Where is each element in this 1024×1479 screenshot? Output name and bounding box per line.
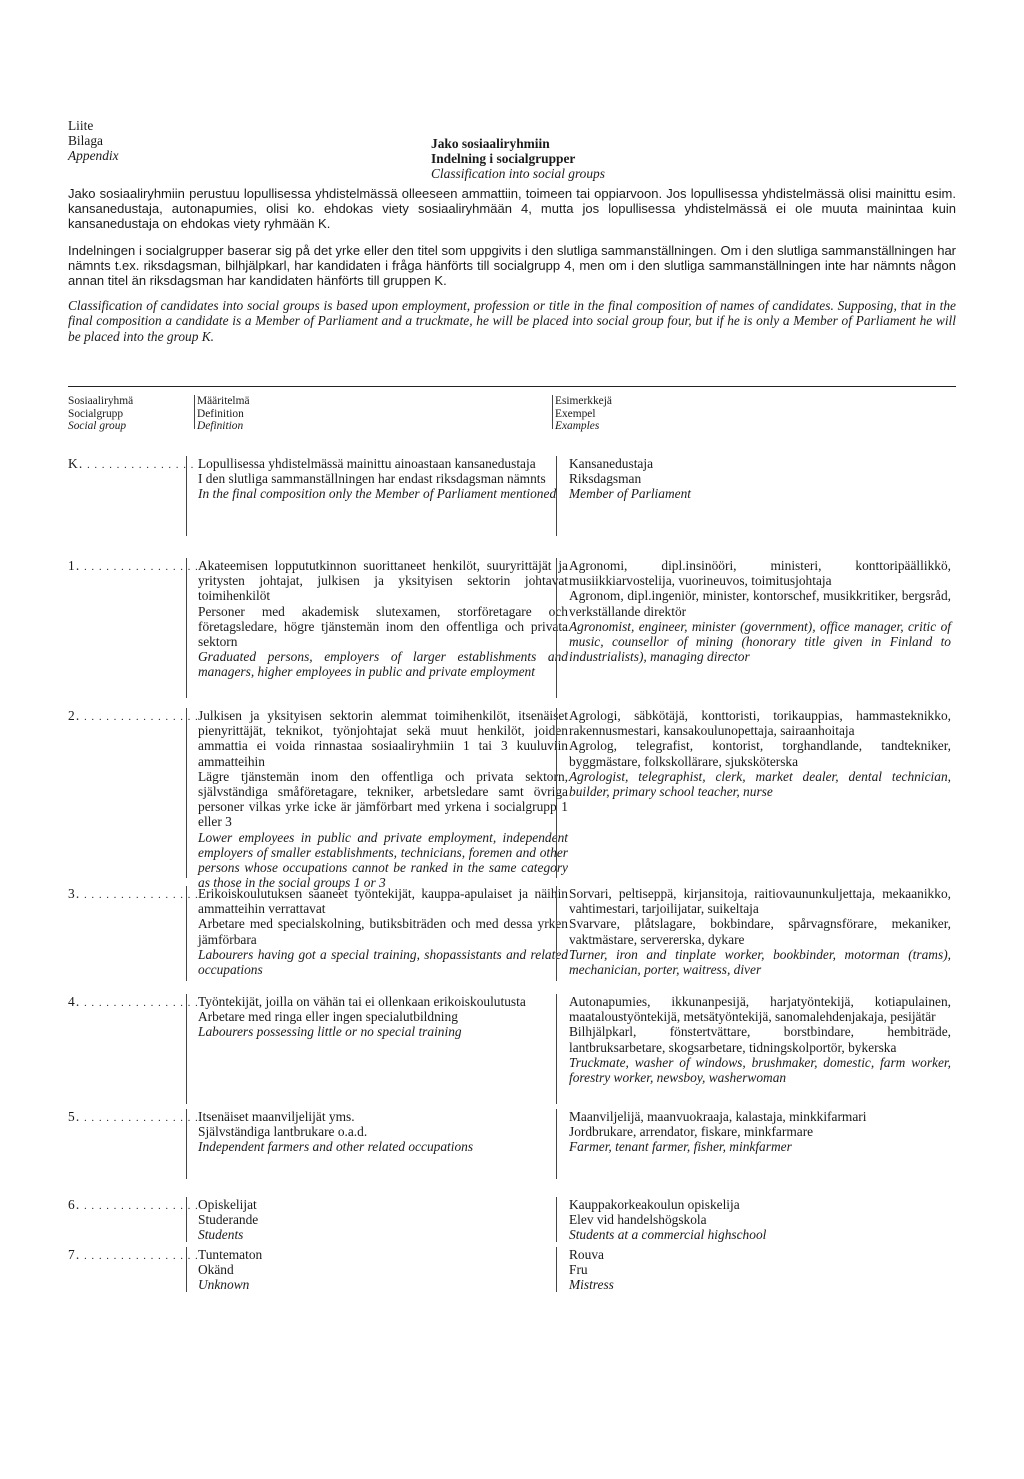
header-col1-en: Social group (68, 420, 127, 433)
group-label (68, 558, 199, 575)
example-sv: Agrolog, telegrafist, kontorist, torghandlande, tandtekniker, byggmästare, folkskollärare, sjuksköterska (569, 738, 951, 769)
example-en: Turner, iron and tinplate worker, bookbinder, motorman (trams), mechanician, porter, waitress, diver (569, 946, 951, 978)
header-col2-sv: Definition (197, 407, 244, 420)
table-row (68, 1109, 956, 1179)
group-definition (186, 456, 568, 536)
example-en: Mistress (569, 1277, 614, 1293)
example-sv: Bilhjälpkarl, fönstertvättare, borstbindare, hembiträde, lantbruksarbetare, skogsarbetare, tidningskolportör, bykerska (569, 1024, 951, 1055)
group-label (68, 1197, 199, 1214)
definition-sv: Arbetare med specialskolning, butiksbiträden och med dessa yrken jämförbara (198, 916, 568, 947)
group-definition (186, 1109, 568, 1179)
group-definition (186, 1197, 568, 1242)
definition-sv: Okänd (198, 1262, 234, 1278)
group-examples (556, 456, 951, 536)
header-col3-en: Examples (555, 420, 600, 433)
group-definition (186, 558, 568, 698)
leader-dots: . . . . . . . . . . . . . . . . (80, 890, 199, 901)
group-definition (186, 886, 568, 981)
definition-fi: Lopullisessa yhdistelmässä mainittu ainoastaan kansanedustaja (198, 456, 536, 471)
group-label (68, 708, 199, 725)
table-row (68, 886, 956, 981)
leader-dots: . . . . . . . . . . . . . . . . (80, 1201, 199, 1212)
group-definition (186, 1247, 568, 1292)
group-label (68, 1247, 199, 1264)
header-col2-en: Definition (197, 420, 244, 433)
header-col1-sv: Socialgrupp (68, 407, 124, 420)
example-sv: Jordbrukare, arrendator, fiskare, minkfarmare (569, 1124, 814, 1140)
group-number: 1. (68, 558, 81, 573)
example-fi: Maanviljelijä, maanvuokraaja, kalastaja, minkkifarmari (569, 1109, 867, 1124)
table-row (68, 708, 956, 891)
group-label (68, 456, 202, 473)
leader-dots: . . . . . . . . . . . . . . . . (80, 712, 199, 723)
definition-fi: Tuntematon (198, 1247, 263, 1262)
example-fi: Agrologi, säbkötäjä, konttoristi, torikauppias, hammasteknikko, rakennusmestari, kansakoulunopettaja, sairaanhoitaja (569, 708, 951, 739)
header-definition (194, 395, 250, 433)
header-col3-sv: Exempel (555, 407, 596, 420)
title-en: Classification into social groups (431, 166, 605, 181)
table-header (68, 395, 956, 433)
divider (68, 386, 956, 387)
definition-en: Labourers possessing little or no special training (198, 1024, 462, 1040)
definition-fi: Julkisen ja yksityisen sektorin alemmat toimihenkilöt, itsenäiset pienyrittäjät, teknikot, työnjohtajat sekä muut henkilöt, joiden ammattia ei voida rinnastaa sosiaaliryhmiin 1 tai 3 kuuluviin ammatteihin (198, 708, 568, 769)
group-definition (186, 708, 568, 891)
definition-en: Independent farmers and other related occupations (198, 1139, 474, 1155)
group-number: 3. (68, 886, 81, 901)
group-label (68, 886, 199, 903)
group-examples (556, 994, 951, 1104)
definition-sv: Självständiga lantbrukare o.a.d. (198, 1124, 368, 1140)
leader-dots: . . . . . . . . . . . . . . . . (80, 998, 199, 1009)
group-number: 4. (68, 994, 81, 1009)
definition-en: Labourers having got a special training, shopassistants and related occupations (198, 946, 568, 978)
example-sv: Agronom, dipl.ingeniör, minister, kontorschef, musikkritiker, bergsråd, verkställande direktör (569, 588, 951, 619)
example-fi: Rouva (569, 1247, 604, 1262)
table-row (68, 558, 956, 698)
definition-en: Unknown (198, 1277, 250, 1293)
leader-dots: . . . . . . . . . . . . . . . . (83, 460, 202, 471)
example-fi: Autonapumies, ikkunanpesijä, harjatyöntekijä, kotiapulainen, maataloustyöntekijä, metsätyöntekijä, sanomalehdenjakaja, pesijätär (569, 994, 951, 1025)
example-en: Students at a commercial highschool (569, 1227, 767, 1243)
table-row (68, 1247, 956, 1292)
definition-en: Lower employees in public and private employment, independent employers of smaller establishments, technicians, foremen and other persons whose occupations cannot be ranked in the same category as those in the social groups 1 or 3 (198, 829, 568, 891)
group-examples (556, 1197, 951, 1242)
appendix-label (68, 118, 119, 163)
example-en: Agrologist, telegraphist, clerk, market dealer, dental technician, builder, primary school teacher, nurse (569, 768, 951, 800)
definition-fi: Työntekijät, joilla on vähän tai ei ollenkaan erikoiskoulutusta (198, 994, 526, 1009)
header-col2-fi: Määritelmä (197, 395, 250, 407)
definition-sv: Studerande (198, 1212, 259, 1228)
example-en: Member of Parliament (569, 486, 691, 502)
group-examples (556, 708, 951, 878)
title-sv: Indelning i socialgrupper (431, 151, 576, 166)
leader-dots: . . . . . . . . . . . . . . . . (80, 1113, 199, 1124)
definition-sv: Personer med akademisk slutexamen, storföretagare och företagsledare, högre tjänstemän inom den offentliga och privata sektorn (198, 603, 568, 650)
leader-dots: . . . . . . . . . . . . . . . . (80, 1251, 199, 1262)
group-label (68, 994, 199, 1011)
definition-en: Students (198, 1227, 244, 1243)
example-fi: Kansanedustaja (569, 456, 654, 471)
intro-fi: Jako sosiaaliryhmiin perustuu lopullisessa yhdistelmässä olleeseen ammattiin, toimeen tai oppiarvoon. Jos lopullisessa yhdistelmässä olisi mainittu esim. kansanedustaja, autonapumies, olisi ko. ehdokas viety sosiaaliryhmään 4, mutta jos lopullisessa yhdistelmässä ei ole muuta mainintaa kuin kansanedustaja on ehdokas viety ryhmään K. (68, 186, 956, 232)
example-sv: Svarvare, plåtslagare, bokbindare, spårvagnsförare, mekaniker, vaktmästare, servererska, dykare (569, 916, 951, 947)
group-definition (186, 994, 568, 1104)
group-number: 2. (68, 708, 81, 723)
example-en: Truckmate, washer of windows, brushmaker, domestic, farm worker, forestry worker, newsboy, washerwoman (569, 1054, 951, 1086)
example-fi: Kauppakorkeakoulun opiskelija (569, 1197, 740, 1212)
group-number: K. (68, 456, 84, 471)
appendix-en: Appendix (68, 148, 119, 163)
group-number: 6. (68, 1197, 81, 1212)
definition-fi: Erikoiskoulutuksen saaneet työntekijät, kauppa-apulaiset ja näihin ammatteihin verrattavat (198, 886, 568, 917)
group-label (68, 1109, 199, 1126)
example-fi: Sorvari, peltiseppä, kirjansitoja, raitiovaununkuljettaja, mekaanikko, vahtimestari, tarjoilijatar, suikeltaja (569, 886, 951, 917)
definition-en: Graduated persons, employers of larger establishments and managers, higher employees in public and private employment (198, 649, 568, 680)
example-fi: Agronomi, dipl.insinööri, ministeri, konttoripäällikkö, musiikkiarvostelija, vuorineuvos, toimitusjohtaja (569, 558, 951, 589)
leader-dots: . . . . . . . . . . . . . . . . (80, 562, 199, 573)
example-sv: Riksdagsman (569, 471, 642, 487)
example-en: Farmer, tenant farmer, fisher, minkfarmer (569, 1139, 792, 1155)
group-number: 7. (68, 1247, 81, 1262)
table-row (68, 994, 956, 1104)
group-examples (556, 1109, 951, 1179)
example-sv: Fru (569, 1262, 588, 1278)
definition-sv: I den slutliga sammanställningen har endast riksdagsman nämnts (198, 471, 546, 487)
header-examples (552, 395, 612, 433)
intro-text (68, 186, 956, 354)
table-row (68, 1197, 956, 1242)
header-social-group (68, 395, 133, 433)
group-number: 5. (68, 1109, 81, 1124)
example-en: Agronomist, engineer, minister (government), office manager, critic of music, counsellor of mining (honorary title given in Finland to industrialists), managing director (569, 618, 951, 665)
group-examples (556, 1247, 951, 1292)
header-col3-fi: Esimerkkejä (555, 395, 612, 407)
page-title (431, 136, 605, 181)
definition-sv: Arbetare med ringa eller ingen specialutbildning (198, 1009, 458, 1025)
group-examples (556, 558, 951, 698)
definition-en: In the final composition only the Member of Parliament mentioned (198, 486, 557, 502)
definition-sv: Lägre tjänstemän inom den offentliga och privata sektorn, självständiga småföretagare, tekniker, arbetsledare samt övriga personer vilkas yrke icke är jämförbart med yrkena i socialgrupp 1 eller 3 (198, 768, 568, 830)
group-examples (556, 886, 951, 981)
title-fi: Jako sosiaaliryhmiin (431, 136, 550, 151)
table-row (68, 456, 956, 536)
definition-fi: Itsenäiset maanviljelijät yms. (198, 1109, 355, 1124)
definition-fi: Opiskelijat (198, 1197, 257, 1212)
appendix-sv: Bilaga (68, 133, 103, 148)
header-col1-fi: Sosiaaliryhmä (68, 395, 134, 407)
intro-sv: Indelningen i socialgrupper baserar sig på det yrke eller den titel som uppgivits i den slutliga sammanställningen. Om i den slutliga sammanställningen har nämnts t.ex. riksdagsman, bilhjälpkarl, har kandidaten i fråga hänförts till socialgrupp 4, men om i den slutliga sammanställningen inte har nämnts någon annan titel än riksdagsman har kandidaten hänförts till gruppen K. (68, 242, 956, 289)
intro-en: Classification of candidates into social groups is based upon employment, profession or title in the final composition of names of candidates. Supposing, that in the final composition a candidate is a Member of Parliament and a truckmate, he will be placed into social group four, but if he is only a Member of Parliament he will be placed into the group K. (68, 298, 956, 344)
appendix-fi: Liite (68, 118, 94, 133)
example-sv: Elev vid handelshögskola (569, 1212, 707, 1228)
definition-fi: Akateemisen loppututkinnon suorittaneet henkilöt, suuryrittäjät ja yritysten johtajat, julkisen ja yksityisen sektorin johtavat toimihenkilöt (198, 558, 568, 604)
